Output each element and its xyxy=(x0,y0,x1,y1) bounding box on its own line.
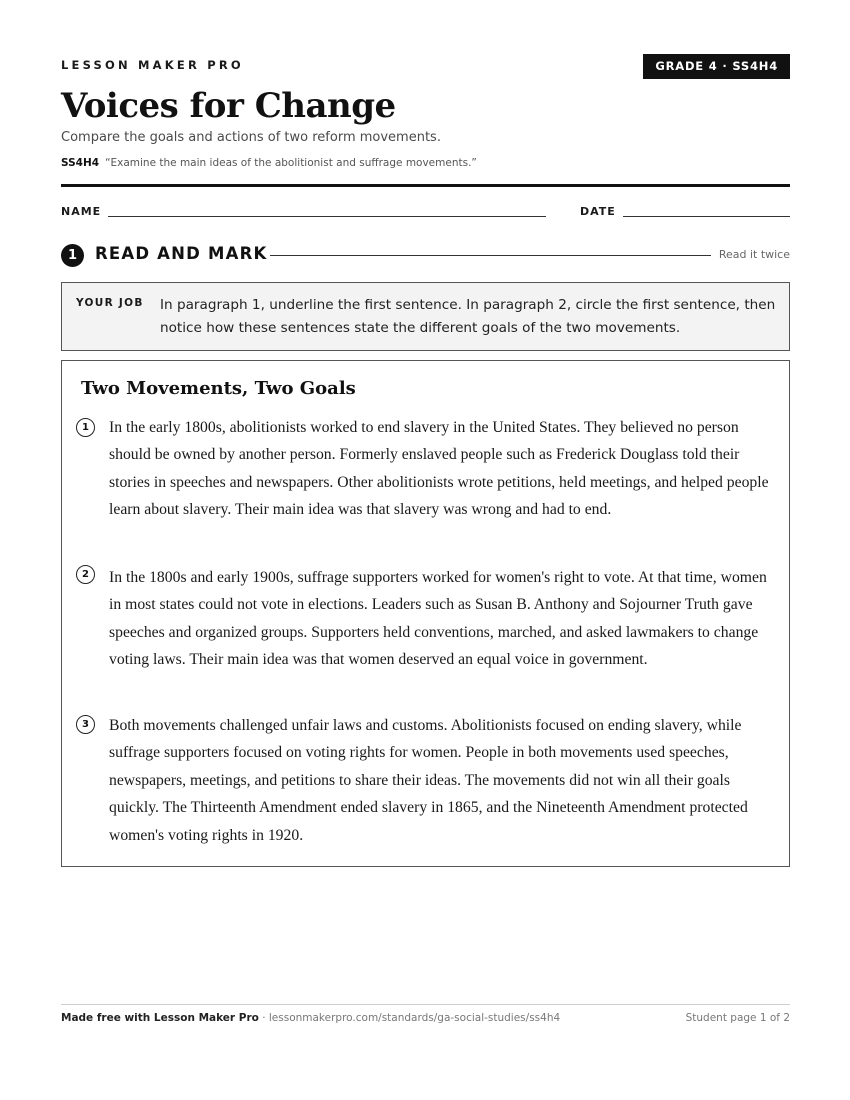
brand-name: LESSON MAKER PRO xyxy=(61,58,244,72)
footer-credit xyxy=(61,1012,560,1024)
footer-page-number: Student page 1 of 2 xyxy=(685,1012,790,1024)
passage-title: Two Movements, Two Goals xyxy=(81,378,356,399)
name-field[interactable] xyxy=(108,216,546,217)
footer-divider xyxy=(61,1004,790,1005)
section-header xyxy=(61,243,790,267)
paragraph-3: Both movements challenged unfair laws and customs. Abolitionists focused on ending slavery, while suffrage supporters focused on voting rights for women. People in both movements used speeches, newspapers, meetings, and petitions to share their ideas. The movements did not win all their goals quickly. The Thirteenth Amendment ended slavery in 1865, and the Nineteenth Amendment protected women's voting rights in 1920. xyxy=(109,717,748,844)
your-job-box xyxy=(61,282,790,351)
standard-line xyxy=(61,157,477,169)
paragraph-2: In the 1800s and early 1900s, suffrage supporters worked for women's right to vote. At that time, women in most states could not vote in elections. Leaders such as Susan B. Anthony and Sojourner Truth gave speeches and organized groups. Supporters held conventions, marched, and asked lawmakers to change voting laws. Their main idea was that women deserved an equal voice in government. xyxy=(109,569,767,669)
date-field[interactable] xyxy=(623,216,790,217)
section-number-badge: 1 xyxy=(61,244,84,267)
paragraph-number: 1 xyxy=(76,418,95,437)
footer-brand: Made free with Lesson Maker Pro xyxy=(61,1012,259,1024)
name-label: NAME xyxy=(61,205,102,218)
footer-url[interactable]: · lessonmakerpro.com/standards/ga-social-studies/ss4h4 xyxy=(258,1012,561,1024)
paragraph-number: 2 xyxy=(76,565,95,584)
paragraph-number: 3 xyxy=(76,715,95,734)
your-job-text: In paragraph 1, underline the first sentence. In paragraph 2, circle the first sentence, then notice how these sentences state the different goals of the two movements. xyxy=(160,297,776,336)
standard-code: SS4H4 xyxy=(61,157,100,169)
section-title: READ AND MARK xyxy=(95,244,268,263)
section-divider xyxy=(270,255,711,256)
section-note: Read it twice xyxy=(718,248,790,261)
paragraph-1: In the early 1800s, abolitionists worked to end slavery in the United States. They believed no person should be owned by another person. Formerly enslaved people such as Frederick Douglass told their stories in speeches and newspapers. Other abolitionists wrote petitions, held meetings, and helped people learn about slavery. Their main idea was that slavery was wrong and had to end. xyxy=(109,419,769,519)
header-divider xyxy=(61,184,790,187)
standard-text: “Examine the main ideas of the abolitionist and suffrage movements.” xyxy=(105,157,477,169)
reading-passage xyxy=(61,360,790,867)
date-label: DATE xyxy=(580,205,616,218)
page-title: Voices for Change xyxy=(61,86,396,126)
your-job-label: YOUR JOB xyxy=(76,297,144,309)
grade-badge: GRADE 4 · SS4H4 xyxy=(643,54,790,79)
page-subtitle: Compare the goals and actions of two reform movements. xyxy=(61,130,441,145)
